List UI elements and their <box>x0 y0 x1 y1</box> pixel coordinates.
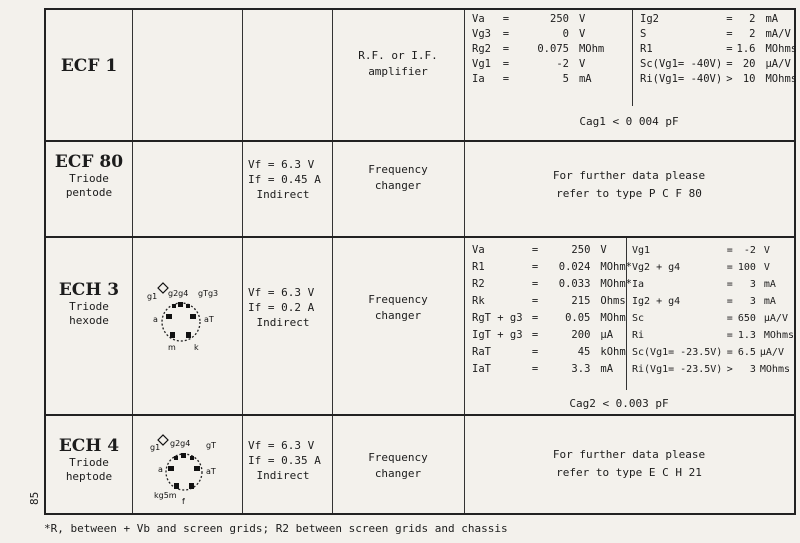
row-divider <box>46 236 794 238</box>
svg-text:g2g4: g2g4 <box>168 289 189 298</box>
tube-data-table <box>44 8 796 515</box>
tube-function: Frequency changer <box>368 293 428 322</box>
column-divider <box>242 10 243 513</box>
svg-text:m: m <box>168 343 176 352</box>
capacitance-note: Cag1 < 0 004 pF <box>579 115 679 128</box>
ech4-base-diagram <box>146 430 236 508</box>
svg-text:aT: aT <box>204 315 214 324</box>
svg-text:gTg3: gTg3 <box>198 289 219 298</box>
tube-name: ECF 1 <box>60 56 118 76</box>
tube-function: R.F. or I.F. amplifier <box>358 49 438 78</box>
svg-text:k: k <box>194 343 199 352</box>
footnote: *R, between + Vb and screen grids; R2 between screen grids and chassis <box>44 522 508 535</box>
params-right: Vg1 = -2 V Vg2 + g4 = 100 V Ia = 3 mA Ig2 + g4 = 3 mA Sc = 650 µA/V Ri = 1.3 MOhms Sc(Vg1= -23.5V) = 6.5 µA/V Ri(Vg1= -23.5V) > 3 MOhms <box>632 245 794 375</box>
further-data-note: For further data please refer to type P C F 80 <box>552 169 706 200</box>
tube-name: ECF 80 <box>54 152 124 172</box>
params-left: Va = 250 V R1 = 0.024 MOhm* R2 = 0.033 MOhm* Rk = 215 Ohms RgT + g3 = 0.05 MOhm IgT + g3 = 200 µA RaT = 45 kOhm IaT = 3.3 mA <box>472 244 632 375</box>
column-divider <box>464 10 465 513</box>
supply-info: Vf = 6.3 V If = 0.45 A Indirect <box>248 158 321 201</box>
svg-text:g2g4: g2g4 <box>170 439 191 448</box>
grid-cap-icon <box>158 283 168 293</box>
params-divider <box>632 10 633 106</box>
tube-label: ECH 3 Triode hexode <box>46 280 132 328</box>
params-divider <box>626 238 627 390</box>
supply-info: Vf = 6.3 V If = 0.35 A Indirect <box>248 439 321 482</box>
svg-text:kg5m: kg5m <box>154 491 177 500</box>
params-right: Ig2 = 2 mA S = 2 mA/V R1 = 1.6 MOhms Sc(Vg1= -40V) = 20 µA/V Ri(Vg1= -40V) > 10 MOhms <box>640 13 798 85</box>
params-left: Va = 250 V Vg3 = 0 V Rg2 = 0.075 MOhm Vg1 = -2 V Ia = 5 mA <box>472 13 605 85</box>
capacitance-note: Cag2 < 0.003 pF <box>569 397 669 410</box>
ech3-base-diagram <box>146 280 236 355</box>
tube-label: ECH 4 Triode heptode <box>46 436 132 484</box>
tube-name: ECH 3 <box>58 280 120 300</box>
svg-text:g1: g1 <box>150 443 161 452</box>
svg-text:aT: aT <box>206 467 216 476</box>
svg-text:f: f <box>182 497 185 506</box>
svg-text:a: a <box>158 465 163 474</box>
row-divider <box>46 414 794 416</box>
column-divider <box>132 10 133 513</box>
row-divider <box>46 140 794 142</box>
supply-info: Vf = 6.3 V If = 0.2 A Indirect <box>248 286 315 329</box>
tube-function: Frequency changer <box>368 163 428 192</box>
tube-label: ECF 80 Triode pentode <box>46 152 132 200</box>
tube-function: Frequency changer <box>368 451 428 480</box>
svg-text:a: a <box>153 315 158 324</box>
tube-name: ECH 4 <box>58 436 120 456</box>
page-number: 85 <box>28 491 41 505</box>
svg-text:gT: gT <box>206 441 216 450</box>
svg-text:g1: g1 <box>147 292 158 301</box>
further-data-note: For further data please refer to type E C H 21 <box>552 448 706 479</box>
